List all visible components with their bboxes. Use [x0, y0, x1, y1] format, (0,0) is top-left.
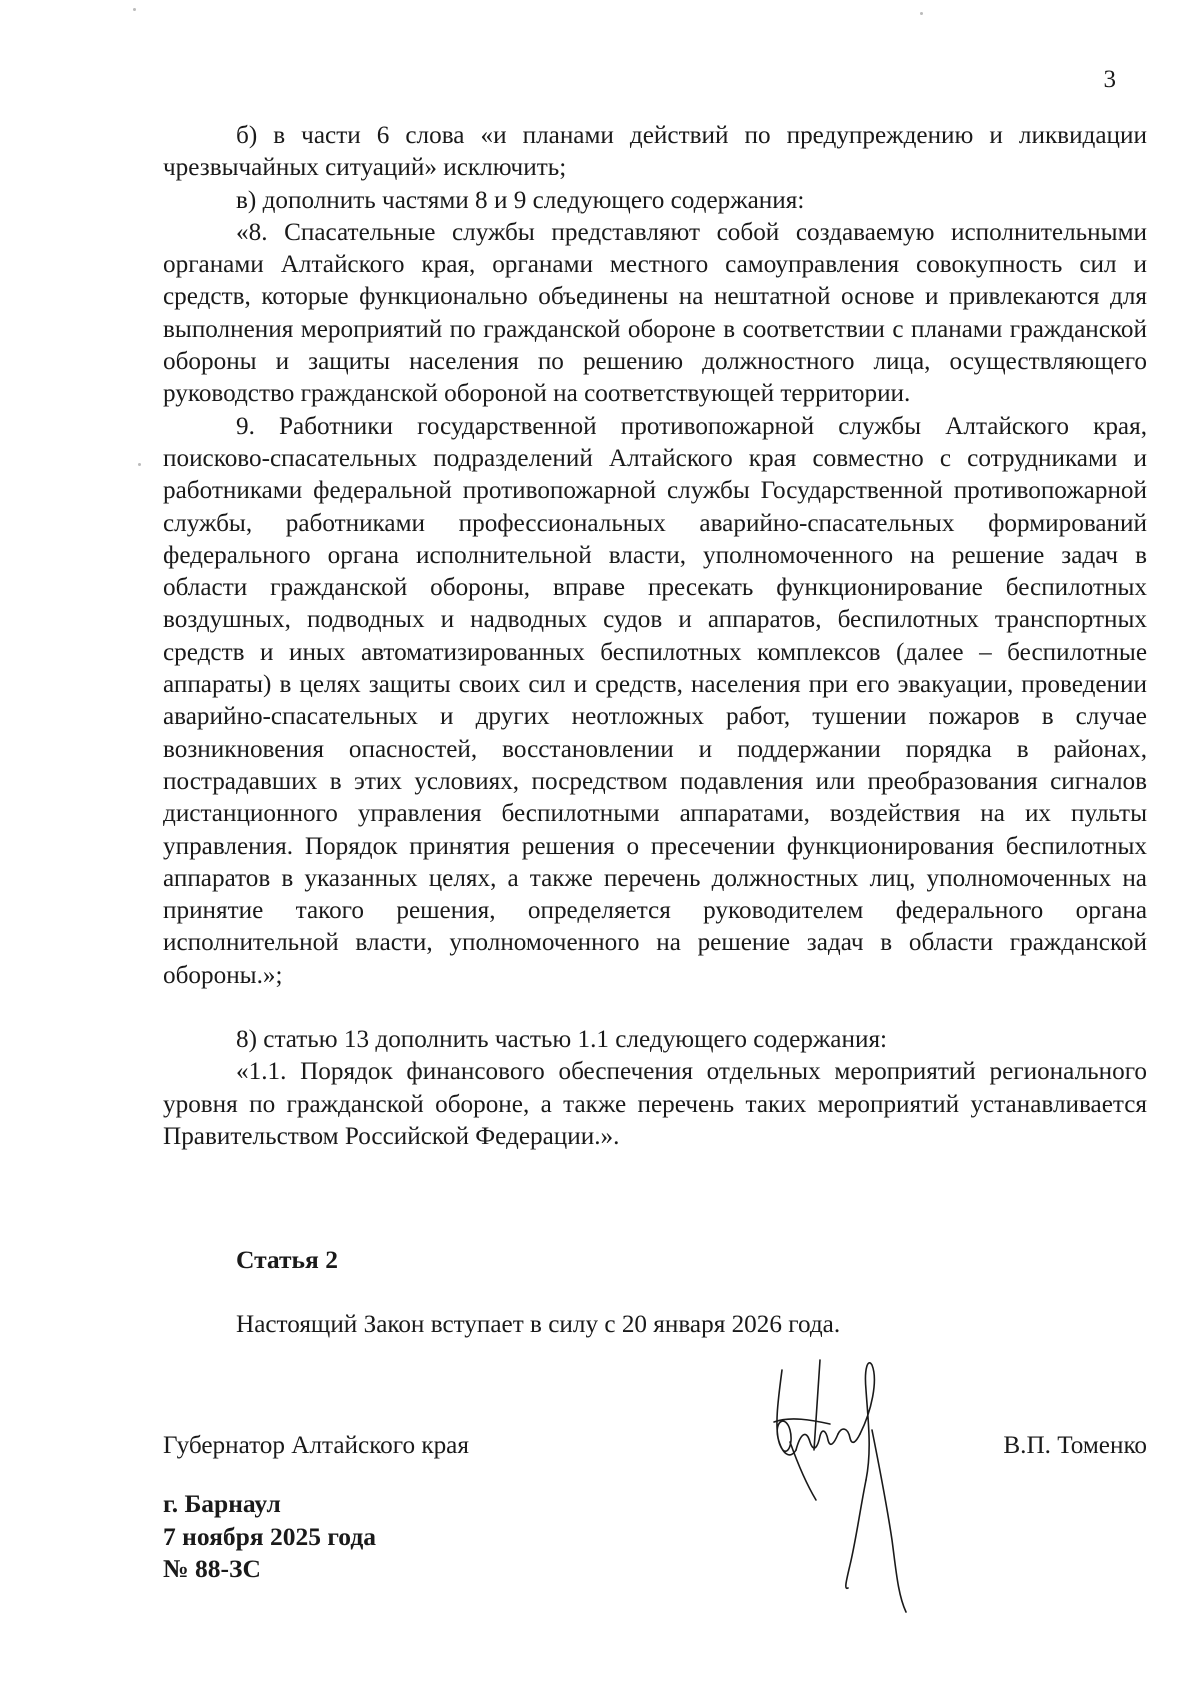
- entry-into-force-text: Настоящий Закон вступает в силу с 20 января 2026 года.: [236, 1311, 841, 1338]
- paragraph-part-9: 9. Работники государственной противопожарной службы Алтайского края, поисково-спасательных подразделений Алтайского края совместно с сотрудниками и работниками федеральной противопожарной службы Государственной противопожарной службы, работниками профессиональных аварийно-спасательных формирований федерального органа исполнительной власти, уполномоченного на решение задач в области гражданской обороны, вправе пресекать функционирование беспилотных воздушных, подводных и надводных судов и аппаратов, беспилотных транспортных средств и иных автоматизированных беспилотных комплексов (далее – беспилотные аппараты) в целях защиты своих сил и средств, населения при его эвакуации, проведении аварийно-спасательных и других неотложных работ, тушении пожаров в случае возникновения опасностей, восстановлении и поддержании порядка в районах, пострадавших в этих условиях, посредством подавления или преобразования сигналов дистанционного управления беспилотными аппаратами, воздействия на их пульты управления. Порядок принятия решения о пресечении функционирования беспилотных аппаратов в указанных целях, а также перечень должностных лиц, уполномоченных на принятие такого решения, определяется руководителем федерального органа исполнительной власти, уполномоченного на решение задач в области гражданской обороны.»;: [163, 412, 1147, 989]
- scan-speck: [133, 8, 136, 11]
- paragraph-part-1-1: «1.1. Порядок финансового обеспечения отдельных мероприятий регионального уровня по гражданской обороне, а также перечень таких мероприятий устанавливается Правительством Российской Федерации.».: [163, 1058, 1147, 1150]
- scan-speck: [920, 12, 923, 15]
- page-number: 3: [1103, 66, 1116, 93]
- city: г. Барнаул: [163, 1489, 281, 1518]
- law-number: № 88-ЗС: [163, 1554, 261, 1583]
- scan-speck: [138, 463, 141, 466]
- paragraph-item-8: 8) статью 13 дополнить частью 1.1 следующего содержания:: [236, 1026, 888, 1054]
- paragraph-part-8: «8. Спасательные службы представляют собой создаваемую исполнительными органами Алтайского края, органами местного самоуправления совокупность сил и средств, которые функционально объединены на нештатной основе и привлекаются для выполнения мероприятий по гражданской обороне в соответствии с планами гражданской обороны и защиты населения по решению должностного лица, осуществляющего руководство гражданской обороной на соответствующей территории.: [163, 218, 1147, 408]
- place-date-number-block: [163, 1488, 376, 1586]
- paragraph-v: в) дополнить частями 8 и 9 следующего содержания:: [236, 186, 805, 214]
- law-date: 7 ноября 2025 года: [163, 1521, 376, 1551]
- handwritten-signature: [760, 1350, 960, 1630]
- article-heading: Статья 2: [236, 1245, 338, 1274]
- law-text-body: [163, 120, 1147, 1153]
- signatory-position: Губернатор Алтайского края: [163, 1432, 469, 1459]
- paragraph-b: б) в части 6 слова «и планами действий по предупреждению и ликвидации чрезвычайных ситуаций» исключить;: [163, 122, 1147, 182]
- signatory-name: В.П. Томенко: [1003, 1432, 1147, 1459]
